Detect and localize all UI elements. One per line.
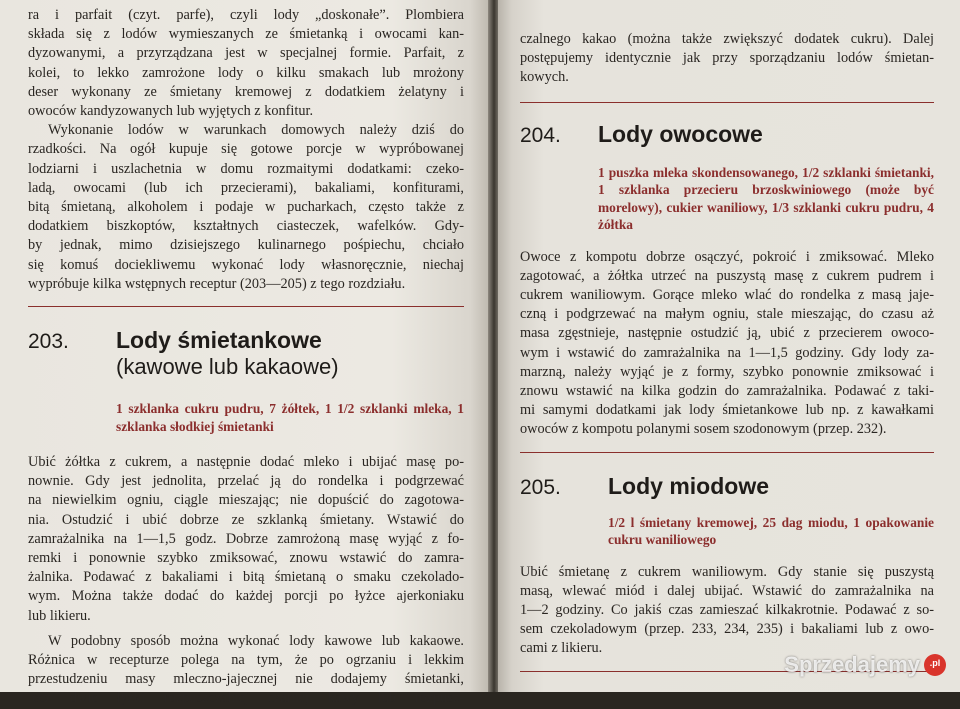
text-line: lecz dwie łyżki rozpuszczalnej czarnej kawy lub rozpusz- [28,690,464,707]
text-line: nia. Ostudzić i ubić dobrze ze szklanką śmietany. Wstawić do [28,511,464,528]
text-line: wym i wstawić do zamrażalnika na 1—1,5 godziny. Gdy lody za- [520,344,934,361]
text-line: 1—2 godziny. Co jakiś czas zamieszać kilkakrotnie. Podawać z so- [520,602,934,619]
text-line: nownie. Gdy jest jednolita, przelać ją do rondelka i podgrzewać [28,473,464,490]
text-line: cukrem waniliowym. Gorące mleko wlać do rondelka z masą jaje- [520,287,934,304]
left-page-content [28,0,464,709]
recipe-number: 203. [28,330,69,354]
text-line: by jednak, mimo dzisiejszego kulinarnego pośpiechu, chciało [28,237,464,254]
recipe-205 [520,473,934,659]
section-divider [520,102,934,103]
recipe-title: Lody miodowe [608,472,769,499]
text-line: się komuś dociekliwemu wykonać lody własnoręcznie, niechaj [28,256,464,273]
text-line: lodziarni i uszlachetnia w domu rozmaitymi dodatkami: czeko- [28,160,464,177]
text-line: deser wykonany ze śmietany kremowej z dodatkiem żelatyny i [28,83,464,100]
text-line: marzną, należy wyjąć je z formy, szybko ponownie zmiksować i [520,363,934,380]
text-line: zamrażalnika na 1—1,5 godz. Dobrze zamrożoną masę wyjąć z fo- [28,530,464,547]
recipe-title: Lody owocowe [598,120,763,147]
watermark [784,652,946,678]
text-line: Różnica w recepturze polega na tym, że po ogrzaniu i lekkim [28,652,464,669]
recipe-ingredients: 1 szklanka cukru pudru, 7 żółtek, 1 1/2 szklanki mleka, 1 szklanka słodkiej śmietanki [116,401,464,434]
text-line: czalnego kakao (można także zwiększyć dodatek cukru). Dalej [520,31,934,47]
recipe-number: 204. [520,123,561,147]
text-line: lub likieru. [28,607,91,624]
section-divider [520,452,934,453]
text-line: owoców z kompotu polanymi sosem szodonowym (przep. 232). [520,421,887,438]
home-ice-cream-paragraph [28,121,464,294]
continued-paragraph [520,30,934,88]
text-line: Wykonanie lodów w warunkach domowych należy dziś do [48,122,464,139]
text-line: rzadkości. Na ogół kupuje się gotowe porcje w wypróbowanej [28,141,464,158]
text-line: remki i ponownie szybko zmiksować, znowu wstawić do zamra- [28,550,464,567]
recipe-instructions [520,248,934,440]
recipe-instructions [28,453,464,626]
text-line: postępujemy identycznie jak przy sporządzaniu lodów śmietan- [520,50,934,67]
recipe-203 [28,327,464,709]
right-page-content [520,0,934,672]
watermark-text: Sprzedajemy [784,652,920,677]
recipe-instructions [520,563,934,659]
text-line: Ubić żółtka z cukrem, a następnie dodać mleko i ubijać masę po- [28,454,464,471]
text-line: dodatkiem biszkoptów, kształtnych ciasteczek, wafelków. Gdy- [28,218,464,235]
text-line: Ubić śmietanę z cukrem waniliowym. Gdy stanie się puszystą [520,563,934,580]
text-line: składa się z lodów wymieszanych ze śmietanką i owocami kan- [28,26,464,43]
recipe-subtitle: (kawowe lub kakaowe) [116,354,339,380]
text-line: mi samymi dodatkami jak lody śmietankowe lub np. z kawałkami [520,402,934,419]
text-line: sem czekoladowym (przep. 233, 234, 235) i bakaliami lub z owo- [520,621,934,638]
text-line: wym. Można także dodać do każdej porcji po łyżce ajerkoniaku [28,588,464,605]
recipe-ingredients: 1 puszka mleka skondensowanego, 1/2 szklanki śmietanki, 1 szklanka przecieru brzoskwiniowego (może być morelowy), cukier waniliowy, 1/3 szklanki cukru pudru, 4 żółtka [598,164,934,233]
text-line: kolei, to lekko zamrożone lody o kilku smakach lub mrożony [28,64,464,81]
text-line: przestudzeniu masy mleczno-jajecznej nie dodajemy śmietanki, [28,671,464,688]
text-line: ra i parfait (czyt. parfe), czyli lody „doskonałe”. Plombiera [28,7,464,23]
text-line: Owoce z kompotu dobrze osączyć, pokroić i zmiksować. Mleko [520,248,934,265]
recipe-number: 205. [520,475,561,499]
watermark-badge-text: .pl [929,658,941,668]
section-divider [28,306,464,307]
recipe-title: Lody śmietankowe [116,327,322,354]
text-line: znowu wstawić na kilka godzin do zamrażalnika. Podawać z taki- [520,383,934,400]
text-line: owoców kandyzowanych lub wyjętych z konfitur. [28,103,314,120]
text-line: bitą śmietaną, alkoholem i podaje w pucharkach, często także z [28,199,464,216]
intro-paragraph [28,6,464,121]
recipe-variant-instructions [28,632,464,709]
watermark-badge-icon [924,654,946,676]
text-line: ladą, owocami (lub ich przecierami), bakaliami, konfiturami, [28,179,464,196]
text-line: na niewielkim ogniu, ciągle mieszając; nie dopuścić do zagotowa- [28,492,464,509]
text-line: cami z likieru. [520,640,603,657]
text-line: zagotować, a żółtka utrzeć na puszystą masę z cukrem pudrem i [520,267,934,284]
right-page [498,0,960,692]
recipe-204 [520,121,934,440]
text-line: dyzowanymi, a przyrządzana jest w specjalnej formie. Parfait, z [28,45,464,62]
text-line: wypróbuje kilka wstępnych receptur (203—205) z tego rozdziału. [28,275,406,292]
text-line: żalnika. Podawać z bakaliami i bitą śmietaną o smaku czekolado- [28,569,464,586]
text-line: masą, wlewać miód i dalej ubijać. Wstawić do zamrażalnika na [520,582,934,599]
text-line: W podobny sposób można wykonać lody kawowe lub kakaowe. [48,632,464,649]
text-line: masa zgęstnieje, następnie ostudzić ją, ubić z przecierem owoco- [520,325,934,342]
text-line: kowych. [520,69,569,86]
recipe-ingredients: 1/2 l śmietany kremowej, 25 dag miodu, 1 opakowanie cukru waniliowego [608,514,934,548]
text-line: czną i podgrzewać na małym ogniu, stale mieszając, do czasu aż [520,306,934,323]
